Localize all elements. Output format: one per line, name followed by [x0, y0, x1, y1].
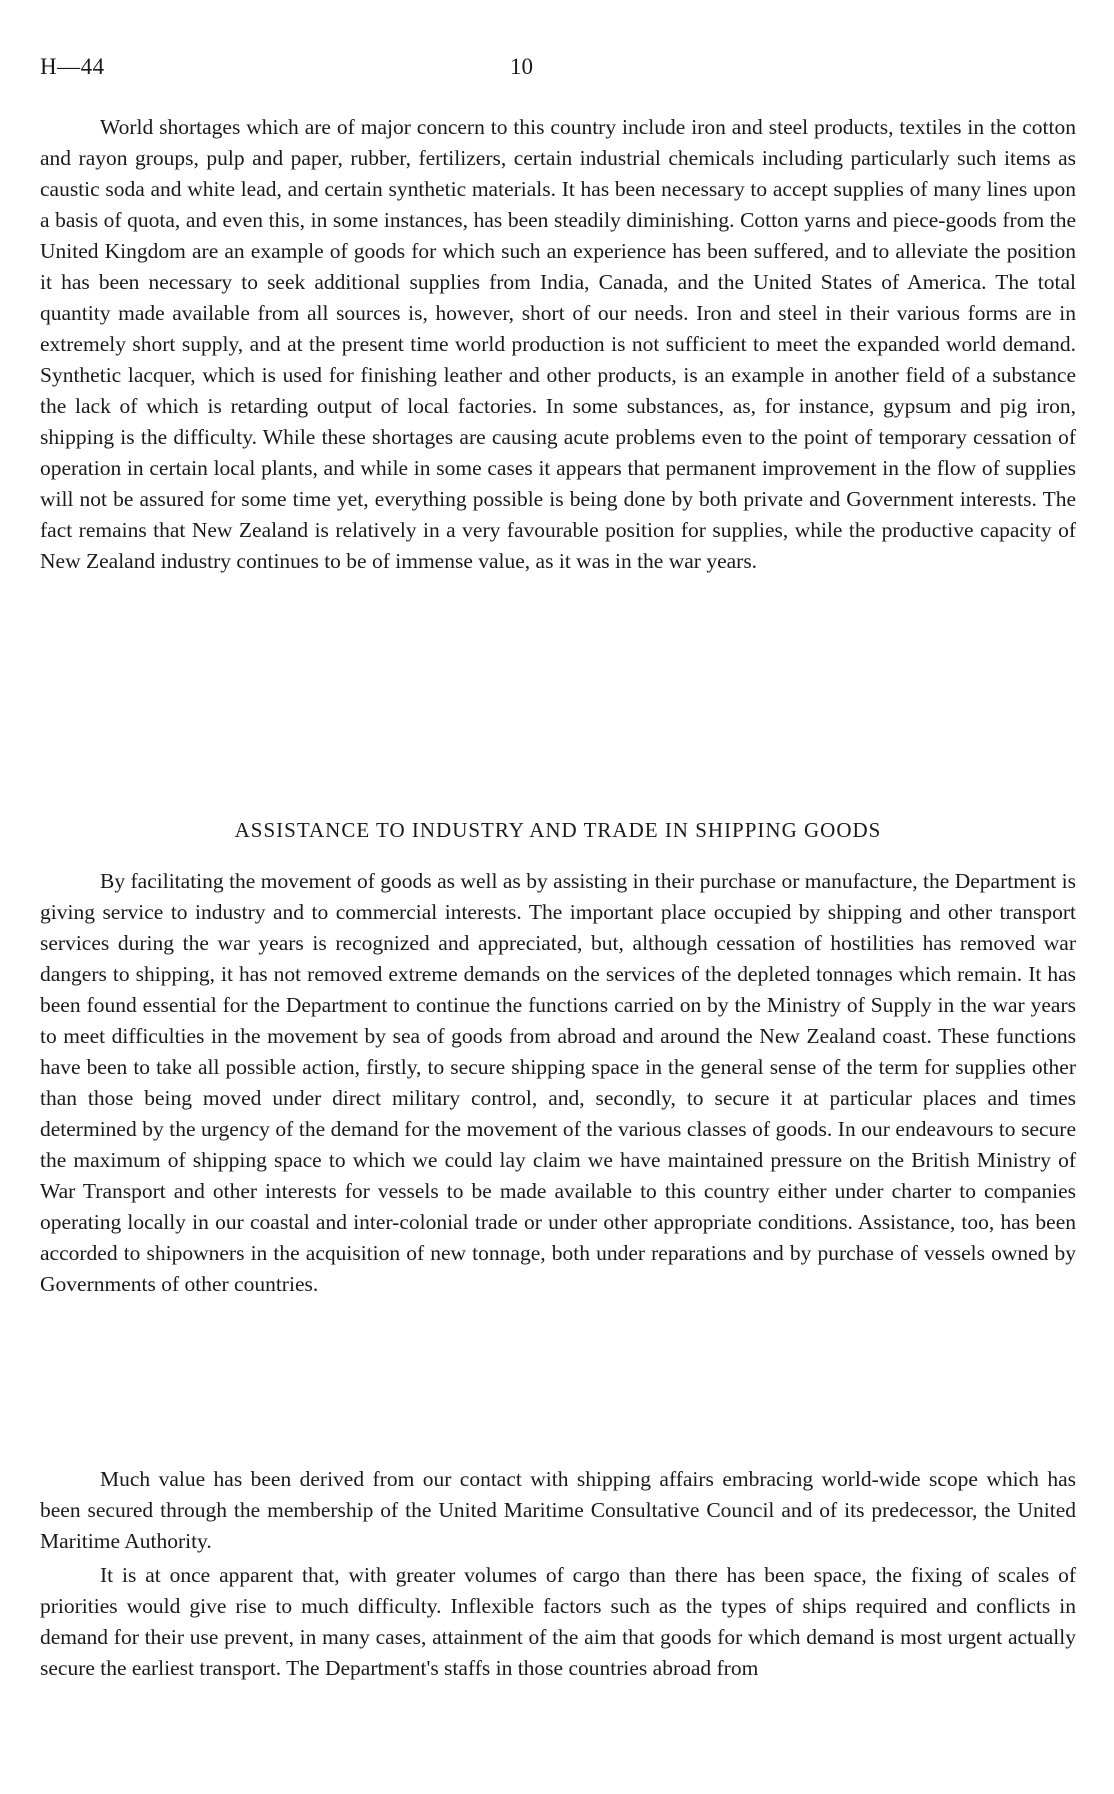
paragraph-facilitating-movement: By facilitating the movement of goods as well as by assisting in their purchase or manufacture, the Department is giving service to industry and to commercial interests. The important place occupied by shipping and other transport services during the war years is recognized and appreciated, but, although cessation of hostilities has removed war dangers to shipping, it has not removed extreme demands on the services of the depleted tonnages which remain. It has been found essential for the Department to continue the functions carried on by the Ministry of Supply in the war years to meet difficulties in the movement by sea of goods from abroad and around the New Zealand coast. These functions have been to take all possible action, firstly, to secure shipping space in the general sense of the term for supplies other than those being moved under direct military control, and, secondly, to secure it at particular places and times determined by the urgency of the demand for the movement of the various classes of goods. In our endeavours to secure the maximum of shipping space to which we could lay claim we have maintained pressure on the British Ministry of War Transport and other interests for vessels to be made available to this country either under charter to companies operating locally in our coastal and inter-colonial trade or under other appropriate conditions. Assistance, too, has been accorded to shipowners in the acquisition of new tonnage, both under reparations and by purchase of vessels owned by Governments of other countries.	[40, 869, 1076, 1296]
paragraph-priorities: It is at once apparent that, with greater volumes of cargo than there has been space, the fixing of scales of priorities would give rise to much difficulty. Inflexible factors such as the types of ships required and conflicts in demand for their use prevent, in many cases, attainment of the aim that goods for which demand is most urgent actually secure the earliest transport. The Department's staffs in those countries abroad from	[40, 1563, 1076, 1680]
paragraph-maritime-council: Much value has been derived from our contact with shipping affairs embracing world-wide scope which has been secured through the membership of the United Maritime Consultative Council and of its predecessor, the United Maritime Authority.	[40, 1467, 1076, 1553]
page-reference: H—44	[40, 54, 105, 79]
section-heading: ASSISTANCE TO INDUSTRY AND TRADE IN SHIPPING GOODS	[234, 818, 882, 842]
paragraph-world-shortages: World shortages which are of major concern to this country include iron and steel products, textiles in the cotton and rayon groups, pulp and paper, rubber, fertilizers, certain industrial chemicals including particularly such items as caustic soda and white lead, and certain synthetic materials. It has been necessary to accept supplies of many lines upon a basis of quota, and even this, in some instances, has been steadily diminishing. Cotton yarns and piece-goods from the United Kingdom are an example of goods for which such an experience has been suffered, and to alleviate the position it has been necessary to seek additional supplies from India, Canada, and the United States of America. The total quantity made available from all sources is, however, short of our needs. Iron and steel in their various forms are in extremely short supply, and at the present time world production is not sufficient to meet the expanded world demand. Synthetic lacquer, which is used for finishing leather and other products, is an example in another field of a substance the lack of which is retarding output of local factories. In some substances, as, for instance, gypsum and pig iron, shipping is the difficulty. While these shortages are causing acute problems even to the point of temporary cessation of operation in certain local plants, and while in some cases it appears that permanent improvement in the flow of supplies will not be assured for some time yet, everything possible is being done by both private and Government interests. The fact remains that New Zealand is relatively in a very favourable position for supplies, while the productive capacity of New Zealand industry continues to be of immense value, as it was in the war years.	[40, 115, 1076, 573]
page-number: 10	[510, 54, 533, 79]
